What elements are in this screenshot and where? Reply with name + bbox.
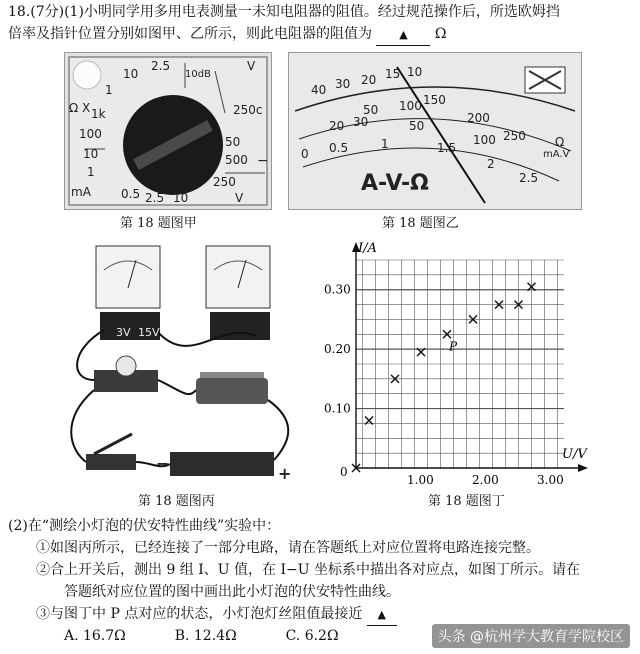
options-row bbox=[64, 626, 339, 646]
option-c: C. 6.2Ω bbox=[285, 628, 339, 644]
dial-label-500: 500 bbox=[225, 153, 248, 167]
dial-label-1-left: 1 bbox=[87, 165, 95, 179]
scale-bottom-0-5: 0.5 bbox=[329, 141, 349, 155]
watermark: 头条 @杭州学大教育学院校区 bbox=[432, 624, 630, 648]
question-line-1: 18.(7分)(1)小明同学用多用电表测量一未知电阻器的阻值。经过规范操作后，所选欧姆挡 bbox=[8, 4, 560, 20]
battery-plus-terminal: + bbox=[278, 464, 292, 483]
scale-bottom-1: 1 bbox=[381, 137, 389, 151]
dial-label-2-5: 2.5 bbox=[151, 59, 171, 73]
scale-ohm-15: 15 bbox=[385, 67, 401, 81]
option-b: B. 12.4Ω bbox=[174, 628, 237, 644]
part2-item-3 bbox=[36, 604, 397, 626]
y-tick-label: 0.30 bbox=[324, 282, 351, 297]
dial-label-250c: 250c bbox=[233, 103, 263, 117]
part2-item-1: ①如图丙所示，已经连接了一部分电路，请在答题纸上对应位置将电路连接完整。 bbox=[36, 540, 540, 556]
origin-label: 0 bbox=[340, 465, 348, 479]
dial-label-ma: mA bbox=[71, 185, 91, 199]
dial-label-ohm-x: Ω X bbox=[69, 101, 91, 115]
part2-intro: (2)在“测绘小灯泡的伏安特性曲线”实验中： bbox=[8, 518, 281, 534]
item3-answer-blank: ▲ bbox=[367, 605, 397, 626]
voltmeter-range-3v: 3V bbox=[116, 326, 131, 339]
battery-minus-terminal: − bbox=[156, 454, 170, 473]
scale-mid-100: 100 bbox=[399, 99, 422, 113]
figure-a-dial-photo bbox=[64, 52, 272, 210]
x-tick-label: 2.00 bbox=[472, 473, 499, 487]
scale-mid-200: 200 bbox=[467, 111, 490, 125]
unit-ohm: Ω bbox=[434, 26, 447, 42]
scale-low-50: 50 bbox=[409, 119, 425, 133]
dial-label-10db: 10dB bbox=[185, 69, 211, 80]
y-tick-label: 0.20 bbox=[324, 342, 351, 357]
dial-label-50: 50 bbox=[225, 135, 241, 149]
option-a: A. 16.7Ω bbox=[64, 628, 126, 644]
scale-mid-250: 250 bbox=[503, 129, 526, 143]
dial-minus-sign: − bbox=[257, 153, 269, 169]
figure-d-graph bbox=[318, 236, 590, 488]
dial-label-10-bottom: 10 bbox=[173, 191, 189, 205]
dial-label-10-left: 10 bbox=[83, 147, 99, 161]
dial-label-100: 100 bbox=[79, 127, 102, 141]
question-line-2-text: 倍率及指针位置分别如图甲、乙所示，则此电阻器的阻值为 bbox=[8, 26, 372, 42]
scale-unit-ohm: Ω bbox=[555, 135, 565, 149]
scale-ohm-20: 20 bbox=[361, 73, 377, 87]
scale-unit-ma-v: mA.V bbox=[543, 149, 570, 160]
dial-label-v-bottom: V bbox=[235, 191, 244, 205]
scale-low-100: 100 bbox=[473, 133, 496, 147]
dial-label-v-top: V bbox=[247, 59, 256, 73]
answer-blank: ▲ bbox=[376, 25, 430, 46]
x-tick-label: 3.00 bbox=[537, 473, 564, 487]
scale-bottom-0: 0 bbox=[301, 147, 309, 161]
scale-ohm-40: 40 bbox=[311, 83, 327, 97]
voltmeter-range-15v: 15V bbox=[138, 326, 160, 339]
scale-mid-50: 50 bbox=[363, 103, 379, 117]
figure-c-caption: 第 18 题图丙 bbox=[138, 494, 215, 509]
y-axis-label: I/A bbox=[358, 241, 377, 256]
scale-mid-150: 150 bbox=[423, 93, 446, 107]
dial-label-250: 250 bbox=[213, 175, 236, 189]
part2-item-2a: ②合上开关后，测出 9 组 I、U 值，在 I−U 坐标系中描出各对应点，如图丁所示。请在 bbox=[36, 562, 580, 578]
part2-item-3-text: ③与图丁中 P 点对应的状态，小灯泡灯丝阻值最接近 bbox=[36, 606, 363, 622]
scale-low-30: 30 bbox=[353, 115, 369, 129]
scale-ohm-30: 30 bbox=[335, 77, 351, 91]
dial-label-2-5-bottom: 2.5 bbox=[145, 191, 165, 205]
scale-face-label: A-V-Ω bbox=[361, 171, 429, 196]
point-p-label: P bbox=[449, 339, 458, 354]
figure-b-caption: 第 18 题图乙 bbox=[382, 216, 459, 231]
iu-graph-svg bbox=[318, 236, 590, 488]
dial-label-1-top: 1 bbox=[105, 83, 113, 97]
y-tick-label: 0.10 bbox=[324, 401, 351, 416]
x-axis-arrow bbox=[578, 464, 588, 472]
scale-bottom-2: 2 bbox=[487, 157, 495, 171]
circuit-svg bbox=[60, 240, 300, 484]
scale-low-20: 20 bbox=[329, 119, 345, 133]
figure-d-caption: 第 18 题图丁 bbox=[428, 494, 505, 509]
dial-label-0-5: 0.5 bbox=[121, 187, 141, 201]
part2-item-2b: 答题纸对应位置的图中画出此小灯泡的伏安特性曲线。 bbox=[64, 584, 400, 600]
scale-ohm-10: 10 bbox=[407, 65, 423, 79]
scale-bottom-2-5: 2.5 bbox=[519, 171, 539, 185]
question-line-2 bbox=[8, 24, 447, 46]
figure-b-scale-photo bbox=[288, 52, 582, 210]
dial-label-1k: 1k bbox=[91, 107, 106, 121]
x-axis-label: U/V bbox=[562, 447, 587, 462]
x-tick-label: 1.00 bbox=[407, 473, 434, 487]
figure-a-caption: 第 18 题图甲 bbox=[120, 216, 197, 231]
scale-bottom-1-5: 1.5 bbox=[437, 141, 457, 155]
dial-label-10-top: 10 bbox=[123, 67, 139, 81]
figure-c-circuit bbox=[60, 240, 300, 484]
